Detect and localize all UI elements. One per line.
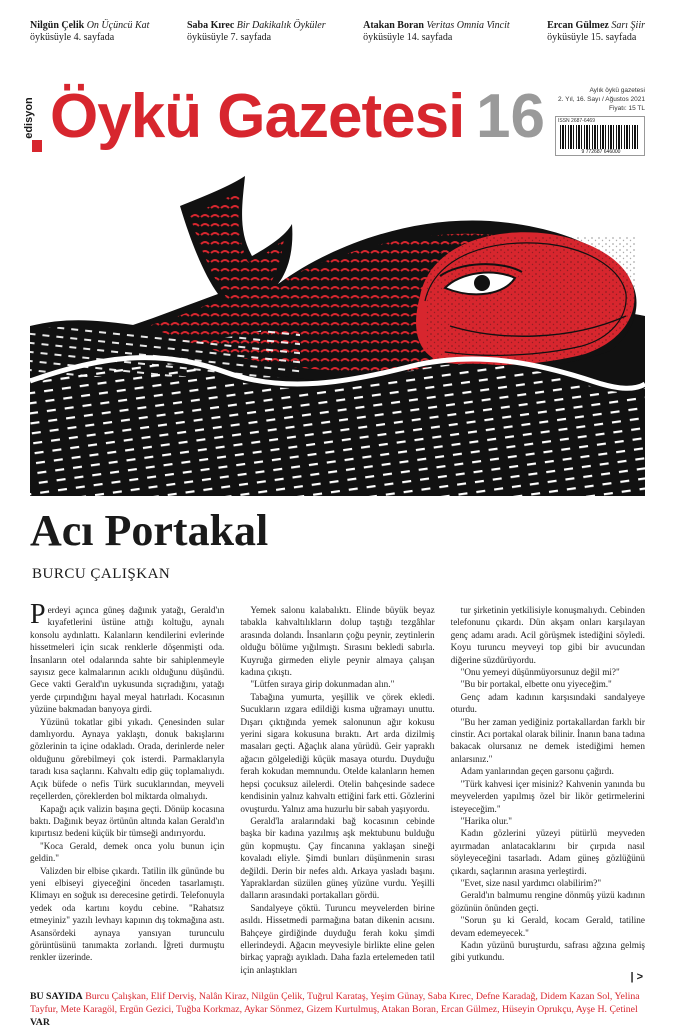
whale-illustration-svg: [30, 176, 645, 496]
teaser-author: Saba Kırec: [186, 20, 235, 31]
teaser-title: On Üçüncü Kat: [86, 20, 150, 31]
paragraph: Gerald'ın balmumu rengine dönmüş yüzü kadının gözünün önünden geçti.: [450, 890, 645, 913]
paragraph: Tabağına yumurta, yeşillik ve çörek ekledi. Sucukların ızgara edildiği kısma uğramayı unuttu. Dışarı çıktığında yemek salonunun ağır kokusu yerini sigara kokusuna bıraktı. Art arda dizilmiş masaları geçti. Ağaçlık alana yürüdü. Geir yapraklı ağacın gölgelediği küçük masaya oturdu. Duyduğu ferah kokudan memnundu. Otelde kalanların hemen hepsi çocuksuz ailelerdi. Otelin bahçesinde sadece kendisinin yalnız kahvaltı ettiğini fark etti. Gözlerini ovuşturdu. Yalnız ama huzurlu bir sabah yaşıyordu.: [240, 691, 435, 814]
paragraph: Perdeyi açınca güneş dağınık yatağı, Gerald'ın kıyafetlerini üstüne attığı koltuğu, aynalı konsolu aydınlattı. Kalanların kendilerini evlerinde hissetmeleri için sıcak renklerle döşenmişti oda. İnsanların otel odalarında sahte bir sahiplenmeyle sayısız gece kalmalarının acıklı olduğunu düşündü. Gece vakti Gerald'ın uykusunda sıçradığını, yatağı yerde çırpındığını hayal meyal hatırladı. Kocasının yüzüne bakmadan banyoya girdi.: [30, 599, 225, 715]
teaser-author: Nilgün Çelik: [30, 20, 85, 31]
issue-date: 2. Yıl, 16. Sayı / Ağustos 2021: [558, 96, 645, 103]
paragraph: Kapağı açık valizin başına geçti. Dönüp kocasına baktı. Dağınık beyaz örtünün altında kalan Gerald'ın kıpırtısız bedeni küçük bir tümseği andırıyordu.: [30, 803, 225, 839]
in-this-issue-label: BU SAYIDA: [30, 991, 83, 1002]
paragraph: Yüzünü tokatlar gibi yıkadı. Çenesinden sular damlıyordu. Aynaya yaklaştı, donuk bakışlarını gözlerinin ta içine odakladı. Orada, derinlerde neler olduğunu görebilmeyi çok isterdi. Parmaklarıyla taradı kısa saçlarını. Kahvaltı edip güç toplamalıydı. Açık büfede o nefis Türk sucuklarından, meyveli reçellerden, çöreklerden bol miktarda olmalıydı.: [30, 716, 225, 802]
paragraph: "Türk kahvesi içer misiniz? Kahvenin yanında bu meyvelerden yapılmış özel bir likör getirmelerini isteyeceğim.": [450, 778, 645, 814]
paragraph: "Sorun şu ki Gerald, kocam Gerald, tatiline devam edemeyecek.": [450, 915, 645, 938]
top-story-teasers: [30, 20, 645, 44]
paragraph: Kadın gözlerini yüzeyi pütürlü meyveden ayırmadan anlatacaklarını bir çırpıda nasıl söyleyeceğini tasarladı. Adam güneş gözlüğünü çıkardı, saçlarının arasına yerleştirdi.: [450, 828, 645, 876]
contributor-list: Burcu Çalışkan, Elif Derviş, Nalân Kiraz, Nilgün Çelik, Tuğrul Karataş, Yeşim Günay, Saba Kırec, Defne Karadağ, Didem Kazan Sol, Yelina Tayfur, Mete Karagöl, Ergün Gezici, Tuğba Korkmaz, Aykar Sönmez, Gizem Kurtulmuş, Atakan Boran, Ercan Gülmez, Hüseyin Oprukçu, Ayşe H. Çetinel: [30, 991, 640, 1015]
dropcap: P: [30, 599, 46, 630]
paragraph: "Evet, size nasıl yardımcı olabilirim?": [460, 877, 602, 888]
teaser-item[interactable]: [547, 20, 645, 44]
teaser-title: Sarı Şiir: [611, 20, 645, 31]
paragraph: Genç adam kadının karşısındaki sandalyeye oturdu.: [450, 691, 645, 715]
article-title: Acı Portakal: [30, 506, 269, 555]
barcode: [555, 116, 645, 156]
paragraph: "Harika olur.": [460, 815, 513, 826]
continue-arrow-icon[interactable]: | >: [630, 971, 643, 983]
issue-number: 16: [476, 82, 545, 151]
article-column-3: [451, 604, 645, 968]
barcode-digits: 9 772687 646000: [581, 149, 621, 155]
teaser-title: Bir Dakikalık Öyküler: [236, 20, 326, 31]
issue-info-box: [550, 86, 645, 113]
paragraph: "Bu bir portakal, elbette onu yiyeceğim.": [460, 679, 612, 690]
paragraph: Kadın yüzünü buruşturdu, safrası ağzına gelmiş gibi yutkundu.: [450, 939, 645, 963]
teaser-title: Veritas Omnia Vincit: [426, 20, 510, 31]
paragraph: tur şirketinin yetkilisiyle konuşmalıydı. Cebinden telefonunu çıkardı. Dün akşam onları karşılayan genç adamı aradı. Acil görüşmek istediğini söyledi. Koyu turuncu meyveyi top gibi bir avucundan diğerine süzdürüyordu.: [450, 605, 645, 665]
publisher-name: edisyon: [22, 97, 35, 139]
article-author: BURCU ÇALIŞKAN: [32, 566, 171, 582]
paragraph: Adam yanlarından geçen garsonu çağırdı.: [460, 766, 614, 777]
issue-subtitle: Aylık öykü gazetesi: [589, 87, 645, 94]
teaser-item[interactable]: [187, 20, 326, 44]
teaser-item[interactable]: [30, 20, 149, 44]
masthead: [22, 82, 645, 162]
paragraph: Sandalyeye çöktü. Turuncu meyvelerden birine asıldı. Hissetmedi parmağına batan dikenin acısını. Bahçeye girdiğinde duyduğu ferah koku şimdi ellerindeydi. Ağacın meyvesiyle birlikte eline gelen birkaç yaprağı ayıkladı. Daha fazla ertelemeden tatil için anlaştıkları: [240, 902, 435, 975]
teaser-page: öyküsüyle 4. sayfada: [30, 32, 115, 43]
teaser-page: öyküsüyle 15. sayfada: [547, 32, 637, 43]
whale-woodcut-illustration: [30, 176, 645, 496]
paragraph: "Lütfen sıraya girip dokunmadan alın.": [250, 679, 395, 690]
barcode-bars-icon: [560, 125, 640, 149]
teaser-page: öyküsüyle 14. sayfada: [363, 32, 453, 43]
article-column-2: [240, 604, 435, 975]
in-this-issue: [30, 990, 645, 1029]
paragraph: Gerald'la aralarındaki bağ kocasının cebinde başka bir kadına yazılmış aşk mektubunu bulduğu gün kopmuştu. Çay fincanına yaklaşan sineği kovaladı eliyle. Şimdi bunları düşünmenin sırası değildi. Derin bir nefes aldı. Arkaya yasladı başını. Yapraklardan süzülen güneş yüzüne vurdu. Yeşilli dalların arasındaki portakalları gördü.: [240, 815, 435, 901]
teaser-author: Ercan Gülmez: [547, 20, 609, 31]
article-column-1: [30, 599, 225, 968]
teaser-item[interactable]: [363, 20, 510, 44]
in-this-issue-suffix: VAR: [30, 1017, 50, 1028]
paragraph: Valizden bir elbise çıkardı. Tatilin ilk gününde bu yeni elbiseyi giyeceğini önceden tasarlamıştı. Klimayı en soğuk ısı derecesine getirdi. Telefonuyla yedek oda kartını koydu cebine. "Rahatsız etmeyiniz" yazılı levhayı kapının dış tokmağına astı. Asansördeki aynaya yansıyan turunculu görüntüsünü tanımakta zorlandı. İğreti durmuştu renkler üzerinde.: [30, 865, 225, 963]
article-body: [30, 599, 645, 975]
issn-label: ISSN 2687-6469: [558, 118, 595, 124]
paragraph: "Koca Gerald, demek onca yolu bunun için geldin.": [30, 840, 225, 864]
paragraph: "Bu her zaman yediğiniz portakallardan farklı bir cinstir. Acı portakal olarak bilinir. İnanın bana tadına bakacak olursanız ne demek istediğimi hemen anlarsınız.": [450, 716, 645, 764]
paragraph: Yemek salonu kalabalıktı. Elinde büyük beyaz tabakla kahvaltılıkların dolup taştığı tezgâhlar arasında dolandı. İnsanların çoğu peynir, zeytinlerin olduğu bölüme yığılmıştı. Sırasını bekledi sabırla. Kuyruğa girmeden eliyle peynir almaya çalışan kadına çıkıştı.: [240, 605, 435, 678]
newspaper-title: Öykü Gazetesi: [50, 82, 465, 151]
publisher-mark-icon: [32, 140, 42, 152]
teaser-author: Atakan Boran: [363, 20, 424, 31]
teaser-page: öyküsüyle 7. sayfada: [186, 32, 272, 43]
paragraph: "Onu yemeyi düşünmüyorsunuz değil mi?": [460, 667, 620, 678]
issue-price: Fiyatı: 15 TL: [608, 105, 645, 112]
